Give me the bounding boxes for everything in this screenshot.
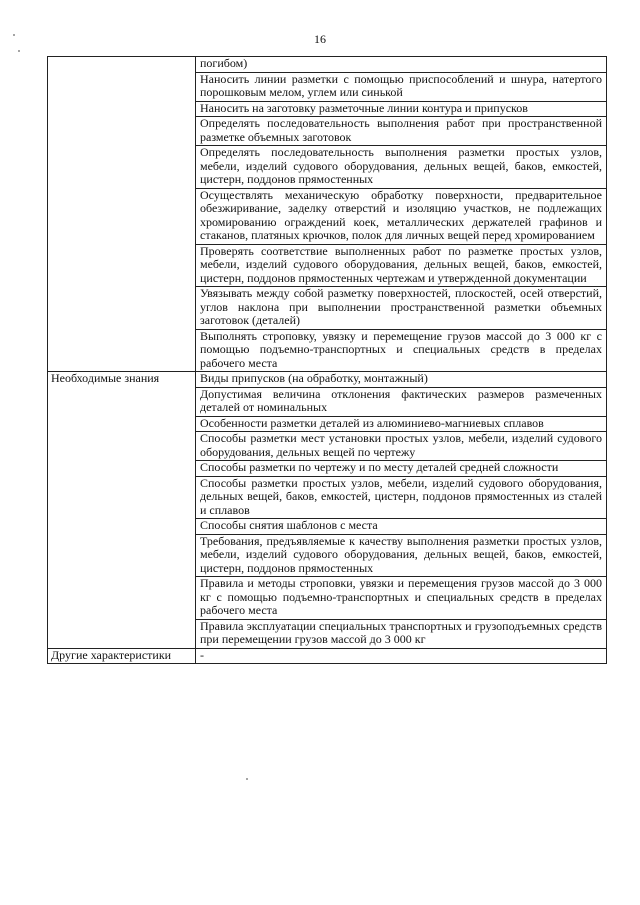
knowledge-text: Способы разметки по чертежу и по месту деталей средней сложности — [196, 461, 607, 477]
skill-row — [48, 188, 607, 244]
skill-text: погибом) — [196, 57, 607, 73]
skill-text: Наносить на заготовку разметочные линии контура и припусков — [196, 101, 607, 117]
knowledge-text: Допустимая величина отклонения фактических размеров размеченных деталей от номинальных — [196, 387, 607, 416]
knowledge-text: Особенности разметки деталей из алюминиево-магниевых сплавов — [196, 416, 607, 432]
skill-text: Определять последовательность выполнения работ при пространственной разметке объемных заготовок — [196, 117, 607, 146]
skill-row — [48, 72, 607, 101]
knowledge-row — [48, 519, 607, 535]
skill-row — [48, 329, 607, 372]
knowledge-text: Способы разметки мест установки простых узлов, мебели, изделий судового оборудования, дельных вещей по чертежу — [196, 432, 607, 461]
skill-text: Наносить линии разметки с помощью приспособлений и шнура, натертого порошковым мелом, углем или синькой — [196, 72, 607, 101]
knowledge-row — [48, 372, 607, 388]
skill-row — [48, 101, 607, 117]
skill-text: Определять последовательность выполнения разметки простых узлов, мебели, изделий судового оборудования, дельных вещей, баков, емкостей, цистерн, поддонов прямостенных — [196, 146, 607, 189]
skill-row — [48, 146, 607, 189]
knowledge-row — [48, 476, 607, 519]
knowledge-text: Правила эксплуатации специальных транспортных и грузоподъемных средств при перемещении грузов массой до 3 000 кг — [196, 619, 607, 648]
knowledge-row — [48, 387, 607, 416]
skill-text: Проверять соответствие выполненных работ по разметке простых узлов, мебели, изделий судового оборудования, дельных вещей, баков, емкостей, цистерн, поддонов прямостенных чертежам и утвержденной документации — [196, 244, 607, 287]
skill-row — [48, 117, 607, 146]
knowledge-text: Правила и методы строповки, увязки и перемещения грузов массой до 3 000 кг с помощью подъемно-транспортных и специальных средств в пределах рабочего места — [196, 577, 607, 620]
knowledge-row — [48, 416, 607, 432]
skill-row — [48, 287, 607, 330]
knowledge-text: Способы снятия шаблонов с места — [196, 519, 607, 535]
knowledge-text: Виды припусков (на обработку, монтажный) — [196, 372, 607, 388]
scan-speck — [246, 778, 248, 780]
skills-label-cell — [48, 57, 196, 73]
knowledge-text: Способы разметки простых узлов, мебели, изделий судового оборудования, дельных вещей, баков, емкостей, цистерн, поддонов прямостенных из сталей и сплавов — [196, 476, 607, 519]
knowledge-label: Необходимые знания — [48, 372, 196, 388]
other-characteristics-value: - — [196, 648, 607, 664]
skill-text: Осуществлять механическую обработку поверхности, предварительное обезжиривание, заделку отверстий и изоляцию участков, не подлежащих хромированию ограждений коек, металлических держателей графинов и стаканов, платяных крючков, полок для личных вещей перед хромированием — [196, 188, 607, 244]
knowledge-row — [48, 432, 607, 461]
scan-speck — [13, 34, 15, 36]
skill-row — [48, 244, 607, 287]
skill-text: Увязывать между собой разметку поверхностей, плоскостей, осей отверстий, углов наклона при выполнении пространственной разметки объемных заготовок (деталей) — [196, 287, 607, 330]
knowledge-row — [48, 461, 607, 477]
other-characteristics-label: Другие характеристики — [48, 648, 196, 664]
knowledge-row — [48, 577, 607, 620]
knowledge-text: Требования, предъявляемые к качеству выполнения разметки простых узлов, мебели, изделий судового оборудования, дельных вещей, баков, емкостей, цистерн, поддонов прямостенных — [196, 534, 607, 577]
skill-row — [48, 57, 607, 73]
other-characteristics-row — [48, 648, 607, 664]
characteristics-table — [47, 56, 607, 664]
knowledge-row — [48, 619, 607, 648]
knowledge-row — [48, 534, 607, 577]
skill-text: Выполнять строповку, увязку и перемещение грузов массой до 3 000 кг с помощью подъемно-транспортных и специальных средств в пределах рабочего места — [196, 329, 607, 372]
page-number: 16 — [314, 32, 326, 46]
scan-speck — [18, 50, 20, 52]
